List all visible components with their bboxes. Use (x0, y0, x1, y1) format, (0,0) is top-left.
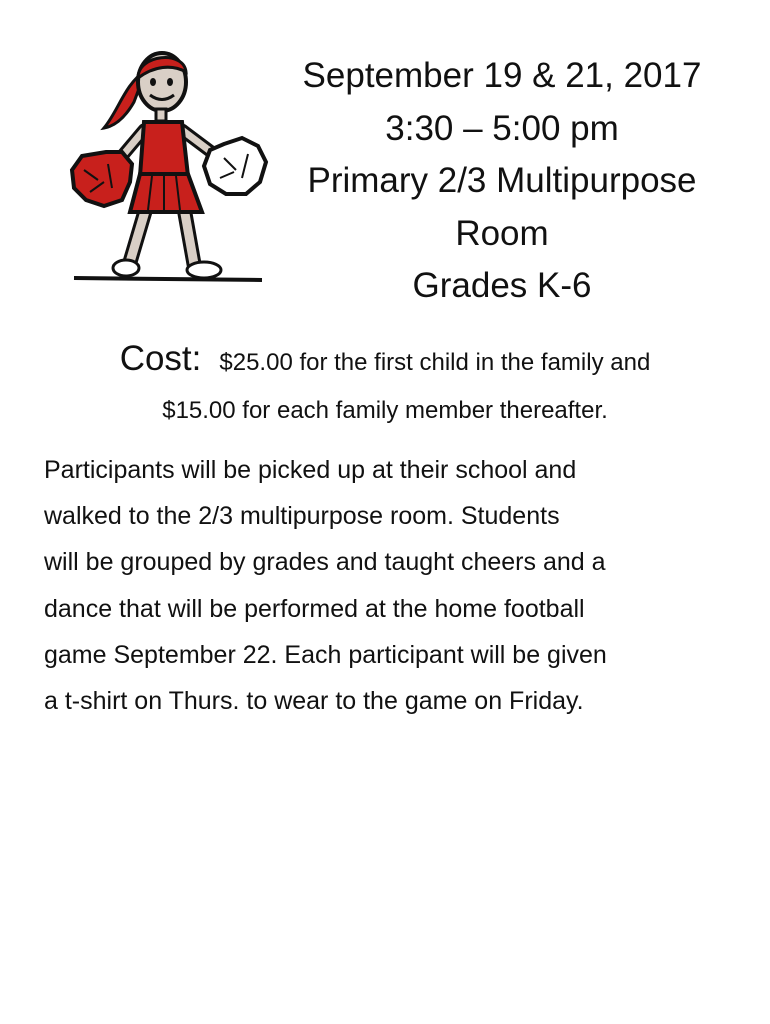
cheerleader-icon (64, 40, 274, 290)
event-dates: September 19 & 21, 2017 (302, 56, 702, 95)
cost-additional-child: $15.00 for each family member thereafter. (162, 397, 608, 424)
details-line: Participants will be picked up at their school and (44, 456, 577, 484)
details-line: walked to the 2/3 multipurpose room. Students (44, 502, 560, 531)
event-grades: Grades K-6 (412, 266, 592, 305)
event-location-continued: Room (455, 213, 549, 253)
event-info (272, 50, 732, 313)
event-time: 3:30 – 5:00 pm (385, 108, 619, 148)
cost-section (0, 330, 770, 434)
details-paragraph (44, 447, 734, 724)
cost-first-child: $25.00 for the first child in the family and (219, 349, 651, 376)
details-line: a t-shirt on Thurs. to wear to the game on Friday. (44, 687, 584, 716)
cost-label: Cost: (119, 339, 202, 378)
details-line: game September 22. Each participant will be given (44, 640, 607, 669)
details-line: will be grouped by grades and taught cheers and a (44, 548, 606, 577)
details-line: dance that will be performed at the home football (44, 594, 585, 623)
event-location: Primary 2/3 Multipurpose (307, 161, 697, 200)
